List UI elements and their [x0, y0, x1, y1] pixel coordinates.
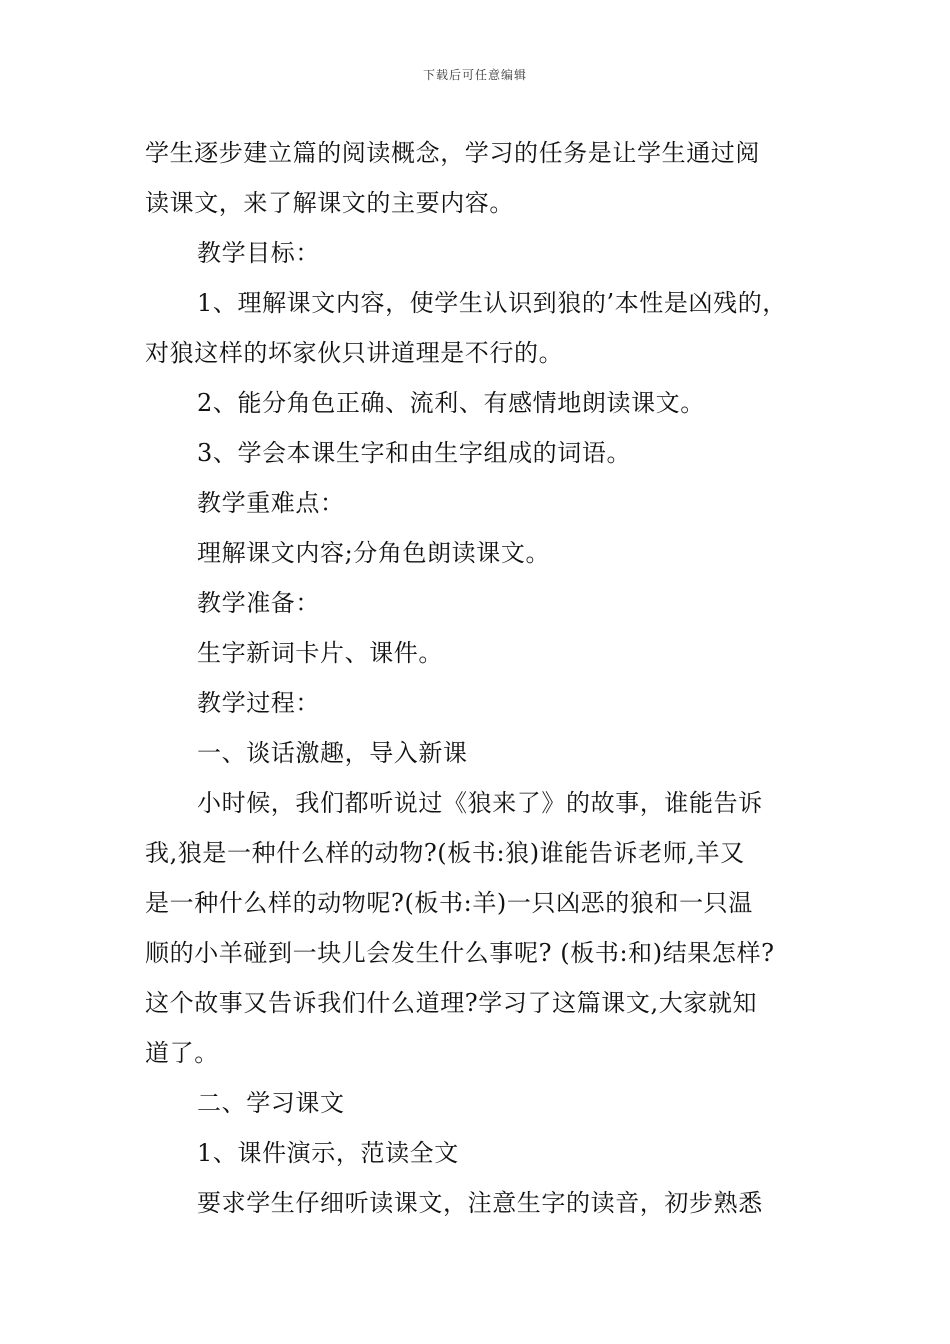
paragraph-line: 读课文，来了解课文的主要内容。 — [145, 189, 514, 217]
paragraph-line: 顺的小羊碰到一块儿会发生什么事呢? (板书:和)结果怎样? — [145, 939, 775, 967]
section-heading: 一、谈话激趣，导入新课 — [197, 739, 468, 767]
paragraph-line: 理解课文内容;分角色朗读课文。 — [197, 539, 551, 567]
section-heading: 教学准备： — [197, 589, 320, 617]
document-body — [145, 128, 815, 1228]
paragraph-line: 生字新词卡片、课件。 — [197, 639, 443, 667]
paragraph-line: 3、学会本课生字和由生字组成的词语。 — [197, 439, 632, 467]
section-heading: 教学目标： — [197, 239, 320, 267]
section-heading: 二、学习课文 — [197, 1089, 345, 1117]
paragraph-line: 学生逐步建立篇的阅读概念，学习的任务是让学生通过阅 — [145, 139, 760, 167]
paragraph-line: 小时候，我们都听说过《狼来了》的故事，谁能告诉 — [197, 789, 763, 817]
section-heading: 教学重难点： — [197, 489, 345, 517]
section-heading: 1、课件演示，范读全文 — [197, 1139, 459, 1167]
paragraph-line: 2、能分角色正确、流利、有感情地朗读课文。 — [197, 389, 705, 417]
paragraph-line: 要求学生仔细听读课文，注意生字的读音，初步熟悉 — [197, 1189, 763, 1217]
paragraph-line: 是一种什么样的动物呢?(板书:羊)一只凶恶的狼和一只温 — [145, 889, 753, 917]
section-heading: 教学过程： — [197, 689, 320, 717]
paragraph-line: 这个故事又告诉我们什么道理?学习了这篇课文,大家就知 — [145, 989, 758, 1017]
paragraph-line: 对狼这样的坏家伙只讲道理是不行的。 — [145, 339, 564, 367]
paragraph-line: 我,狼是一种什么样的动物?(板书:狼)谁能告诉老师,羊又 — [145, 839, 745, 867]
paragraph-line: 道了。 — [145, 1039, 219, 1067]
header-note: 下载后可任意编辑 — [422, 68, 527, 82]
paragraph-line: 1、理解课文内容，使学生认识到狼的’本性是凶残的， — [197, 289, 787, 317]
